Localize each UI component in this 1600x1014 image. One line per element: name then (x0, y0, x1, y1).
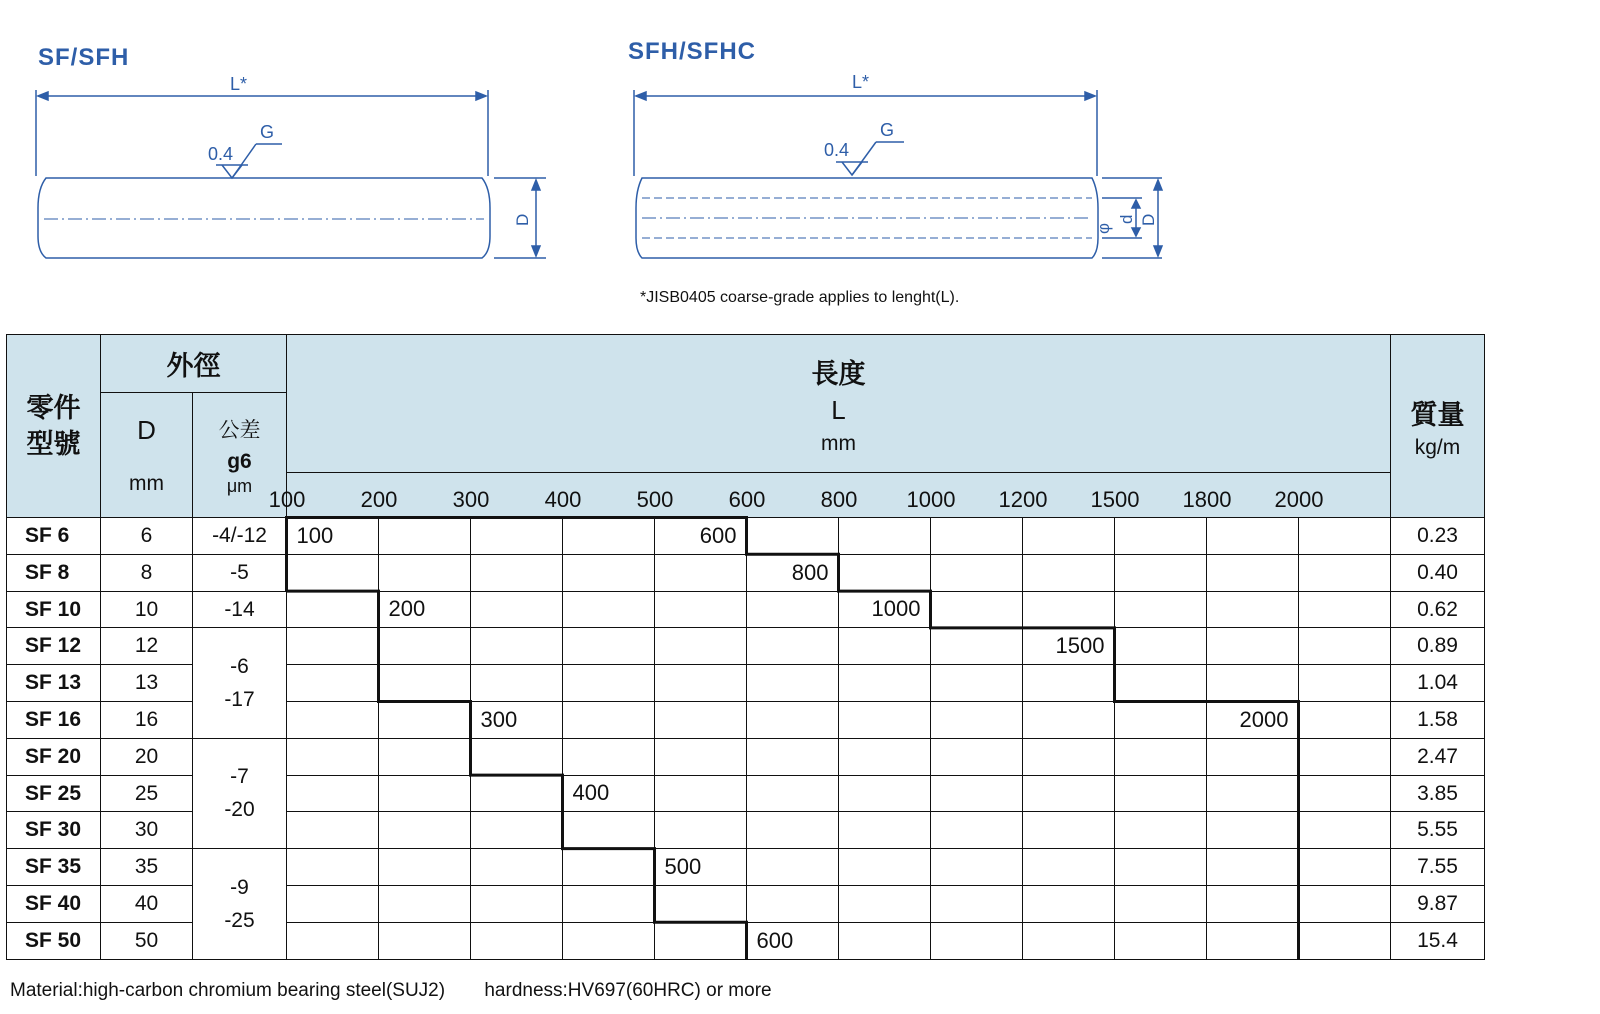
length-range-label: 1500 (1055, 633, 1105, 659)
d-header-label: D (137, 414, 156, 445)
length-grid-cell (1115, 812, 1207, 849)
diameter-cell: 35 (101, 849, 193, 886)
mass-cell: 0.89 (1391, 628, 1485, 665)
length-column-label: 1000 (906, 487, 956, 512)
length-column-label: 200 (360, 487, 398, 512)
right-length-label: L* (852, 72, 870, 92)
length-grid-cell (379, 775, 471, 812)
tolerance-cell: -7 -20 (193, 738, 287, 848)
mass-cell: 1.58 (1391, 701, 1485, 738)
length-header-unit: mm (821, 431, 856, 455)
part-number-cell: SF 25 (7, 775, 101, 812)
mass-cell: 5.55 (1391, 812, 1485, 849)
length-grid-cell (563, 554, 655, 591)
length-grid-cell (1115, 775, 1207, 812)
length-grid-cell (839, 701, 931, 738)
length-grid-cell (379, 922, 471, 959)
length-grid-cell (287, 701, 379, 738)
length-grid-cell (1207, 665, 1299, 702)
length-grid-cell (379, 665, 471, 702)
length-grid-cell (1299, 922, 1391, 959)
material-text: Material:high-carbon chromium bearing steel(SUJ2) (10, 980, 446, 1001)
length-grid-cell (287, 812, 379, 849)
table-row (7, 628, 1485, 665)
length-grid-cell (747, 775, 839, 812)
right-phi-label: φ (1094, 222, 1113, 234)
length-columns-row (268, 473, 1391, 518)
length-grid-cell (1115, 554, 1207, 591)
jis-note: *JISB0405 coarse-grade applies to lenght(L). (640, 289, 960, 306)
part-number-cell: SF 6 (7, 518, 101, 555)
figure-title-sfh-sfhc: SFH/SFHC (628, 38, 756, 65)
length-range-label: 200 (388, 596, 426, 622)
left-roughness-label: 0.4 (208, 144, 234, 164)
length-grid-cell (747, 701, 839, 738)
length-grid-cell (1299, 518, 1391, 555)
length-grid-cell (839, 738, 931, 775)
length-column-label: 500 (636, 487, 674, 512)
mass-cell: 0.62 (1391, 591, 1485, 628)
length-grid-cell (563, 665, 655, 702)
length-grid-cell (563, 812, 655, 849)
length-grid-cell (471, 885, 563, 922)
length-header-symbol: L (831, 394, 846, 425)
length-grid-cell (931, 518, 1023, 555)
length-grid-cell (1299, 701, 1391, 738)
length-grid-cell (1023, 922, 1115, 959)
length-range-label: 800 (791, 559, 829, 585)
length-range-label: 600 (699, 522, 737, 548)
length-grid-cell (839, 518, 931, 555)
length-grid-cell (1115, 738, 1207, 775)
length-grid-cell (1207, 554, 1299, 591)
left-grind-label: G (260, 122, 275, 142)
sfh-sfhc-drawing (634, 90, 1162, 258)
length-grid-cell (563, 628, 655, 665)
length-column-label: 800 (820, 487, 858, 512)
length-grid-cell (1115, 628, 1207, 665)
length-grid-cell (1207, 775, 1299, 812)
diameter-cell: 13 (101, 665, 193, 702)
length-grid-cell (287, 922, 379, 959)
length-grid-cell (655, 665, 747, 702)
length-grid-cell (655, 812, 747, 849)
length-grid-cell (563, 849, 655, 886)
length-range-label: 500 (664, 854, 702, 880)
length-grid-cell (931, 738, 1023, 775)
length-grid-cell (1207, 628, 1299, 665)
part-number-cell: SF 16 (7, 701, 101, 738)
length-grid-cell (379, 518, 471, 555)
length-grid-cell (287, 849, 379, 886)
length-grid-cell (379, 628, 471, 665)
length-column-label: 1500 (1090, 487, 1140, 512)
part-number-cell: SF 40 (7, 885, 101, 922)
length-grid-cell (563, 922, 655, 959)
length-grid-cell (379, 885, 471, 922)
length-grid-cell (931, 701, 1023, 738)
length-grid-cell (1023, 665, 1115, 702)
length-grid-cell (287, 665, 379, 702)
tolerance-cell: -14 (193, 591, 287, 628)
length-column-label: 2000 (1274, 487, 1324, 512)
length-grid-cell (563, 591, 655, 628)
length-grid-cell (1023, 849, 1115, 886)
length-column-label: 100 (268, 487, 306, 512)
length-grid-cell (747, 591, 839, 628)
part-number-cell: SF 10 (7, 591, 101, 628)
footer (10, 980, 806, 1002)
length-grid-cell (471, 591, 563, 628)
length-grid-cell (747, 812, 839, 849)
table-row (7, 738, 1485, 775)
length-grid-cell (655, 701, 747, 738)
diameter-cell: 10 (101, 591, 193, 628)
length-grid-cell (563, 885, 655, 922)
length-grid-cell (931, 775, 1023, 812)
length-grid-cell (747, 849, 839, 886)
length-grid-cell (287, 628, 379, 665)
length-grid-cell (1299, 628, 1391, 665)
length-grid-cell (839, 665, 931, 702)
table-row (7, 554, 1485, 591)
length-grid-cell (655, 554, 747, 591)
diameter-cell: 40 (101, 885, 193, 922)
length-column-label: 400 (544, 487, 582, 512)
length-grid-cell (1299, 849, 1391, 886)
length-grid-cell (1023, 885, 1115, 922)
right-inner-diameter-label: d (1117, 214, 1136, 224)
length-grid-cell (1299, 885, 1391, 922)
diameter-cell: 16 (101, 701, 193, 738)
length-grid-cell (747, 665, 839, 702)
length-grid-cell (839, 554, 931, 591)
outer-diameter-header: 外徑 (101, 335, 287, 393)
mass-cell: 3.85 (1391, 775, 1485, 812)
length-grid-cell (471, 738, 563, 775)
length-grid-cell (1207, 591, 1299, 628)
length-grid-cell (747, 628, 839, 665)
length-grid-cell (655, 922, 747, 959)
right-roughness-label: 0.4 (824, 140, 850, 160)
length-grid-cell (1115, 665, 1207, 702)
length-range-label: 2000 (1239, 706, 1289, 732)
length-grid-cell (287, 591, 379, 628)
tolerance-cell: -9 -25 (193, 849, 287, 959)
part-number-cell: SF 20 (7, 738, 101, 775)
length-grid-cell (1207, 885, 1299, 922)
right-grind-label: G (880, 120, 895, 140)
part-number-cell: SF 8 (7, 554, 101, 591)
table-row (7, 518, 1485, 555)
length-grid-cell (471, 849, 563, 886)
length-grid-cell (1023, 775, 1115, 812)
length-grid-cell (471, 628, 563, 665)
length-grid-cell (1299, 665, 1391, 702)
length-grid-cell (1023, 738, 1115, 775)
length-grid-cell (931, 849, 1023, 886)
length-grid-cell (471, 554, 563, 591)
length-grid-cell (471, 665, 563, 702)
length-grid-cell (1207, 518, 1299, 555)
length-grid-cell (1023, 812, 1115, 849)
mass-header (1391, 335, 1485, 518)
length-grid-cell (1207, 812, 1299, 849)
length-grid-cell (839, 628, 931, 665)
diameter-cell: 25 (101, 775, 193, 812)
mass-cell: 0.40 (1391, 554, 1485, 591)
length-column-label: 300 (452, 487, 490, 512)
sf-sfh-drawing (36, 90, 546, 258)
length-grid-cell (1299, 775, 1391, 812)
diameter-cell: 50 (101, 922, 193, 959)
part-number-cell: SF 30 (7, 812, 101, 849)
length-grid-cell (655, 885, 747, 922)
part-number-header: 零件 型號 (7, 335, 101, 518)
length-grid-cell (839, 849, 931, 886)
length-grid-cell (1299, 738, 1391, 775)
length-range-label: 100 (296, 522, 334, 548)
length-column-label: 1800 (1182, 487, 1232, 512)
diameter-cell: 12 (101, 628, 193, 665)
length-grid-cell (931, 554, 1023, 591)
tolerance-cell: -6 -17 (193, 628, 287, 738)
length-grid-cell (379, 849, 471, 886)
length-grid-cell (655, 591, 747, 628)
length-grid-cell (1115, 701, 1207, 738)
mass-header-unit: kg/m (1414, 435, 1461, 459)
left-length-label: L* (230, 74, 248, 94)
length-grid-cell (287, 775, 379, 812)
mass-cell: 15.4 (1391, 922, 1485, 959)
length-range-label: 400 (572, 780, 610, 806)
length-grid-cell (1115, 922, 1207, 959)
length-grid-cell (1115, 849, 1207, 886)
length-grid-cell (931, 628, 1023, 665)
spec-table (6, 334, 1485, 960)
mass-cell: 9.87 (1391, 885, 1485, 922)
length-range-label: 300 (480, 706, 518, 732)
length-grid-cell (655, 628, 747, 665)
length-grid-cell (471, 518, 563, 555)
length-grid-cell (471, 775, 563, 812)
length-grid-cell (931, 885, 1023, 922)
part-number-cell: SF 35 (7, 849, 101, 886)
d-header (101, 393, 193, 518)
length-grid-cell (287, 554, 379, 591)
length-grid-cell (563, 701, 655, 738)
length-grid-cell (379, 738, 471, 775)
mass-cell: 0.23 (1391, 518, 1485, 555)
mass-cell: 1.04 (1391, 665, 1485, 702)
length-grid-cell (1207, 849, 1299, 886)
length-grid-cell (839, 775, 931, 812)
length-header-title: 長度 (811, 358, 866, 389)
length-grid-cell (655, 775, 747, 812)
length-grid-cell (655, 738, 747, 775)
length-grid-cell (379, 554, 471, 591)
length-grid-cell (379, 701, 471, 738)
length-grid-cell (1115, 885, 1207, 922)
figure-title-sf-sfh: SF/SFH (38, 44, 130, 71)
mass-header-title: 質量 (1410, 399, 1465, 430)
part-number-cell: SF 13 (7, 665, 101, 702)
length-grid-cell (747, 885, 839, 922)
diameter-cell: 20 (101, 738, 193, 775)
table-row (7, 591, 1485, 628)
length-grid-cell (1207, 738, 1299, 775)
tolerance-header-title: 公差 (218, 418, 261, 442)
tolerance-header-grade: g6 (227, 449, 252, 473)
length-grid-cell (379, 812, 471, 849)
length-column-label: 600 (728, 487, 766, 512)
length-grid-cell (471, 812, 563, 849)
length-grid-cell (747, 518, 839, 555)
length-grid-cell (563, 518, 655, 555)
length-grid-cell (1023, 591, 1115, 628)
length-grid-cell (1299, 554, 1391, 591)
length-grid-cell (839, 812, 931, 849)
length-range-label: 600 (756, 927, 794, 953)
hardness-text: hardness:HV697(60HRC) or more (484, 980, 772, 1001)
length-grid-cell (931, 591, 1023, 628)
mass-cell: 7.55 (1391, 849, 1485, 886)
length-grid-cell (1023, 701, 1115, 738)
tolerance-cell: -4/-12 (193, 518, 287, 555)
length-grid-cell (1023, 518, 1115, 555)
diameter-cell: 6 (101, 518, 193, 555)
diameter-cell: 30 (101, 812, 193, 849)
tolerance-header-unit: μm (226, 475, 253, 496)
length-grid-cell (287, 885, 379, 922)
d-header-unit: mm (129, 471, 164, 495)
length-grid-cell (747, 738, 839, 775)
technical-drawings (0, 0, 1600, 330)
left-diameter-label: D (513, 213, 532, 226)
length-grid-cell (563, 738, 655, 775)
length-grid-cell (839, 922, 931, 959)
length-grid-cell (1023, 554, 1115, 591)
tolerance-cell: -5 (193, 554, 287, 591)
part-number-cell: SF 50 (7, 922, 101, 959)
length-grid-cell (931, 665, 1023, 702)
length-grid-cell (931, 812, 1023, 849)
length-grid-cell (471, 922, 563, 959)
table-row (7, 849, 1485, 886)
part-number-cell: SF 12 (7, 628, 101, 665)
length-column-label: 1200 (998, 487, 1048, 512)
length-grid-cell (1299, 812, 1391, 849)
length-header (287, 335, 1391, 473)
length-grid-cell (1207, 922, 1299, 959)
length-grid-cell (287, 738, 379, 775)
length-grid-cell (1299, 591, 1391, 628)
length-grid-cell (839, 885, 931, 922)
length-grid-cell (1115, 518, 1207, 555)
diameter-cell: 8 (101, 554, 193, 591)
mass-cell: 2.47 (1391, 738, 1485, 775)
length-grid-cell (931, 922, 1023, 959)
right-outer-diameter-label: D (1139, 213, 1158, 226)
length-range-label: 1000 (871, 596, 921, 622)
length-grid-cell (1115, 591, 1207, 628)
